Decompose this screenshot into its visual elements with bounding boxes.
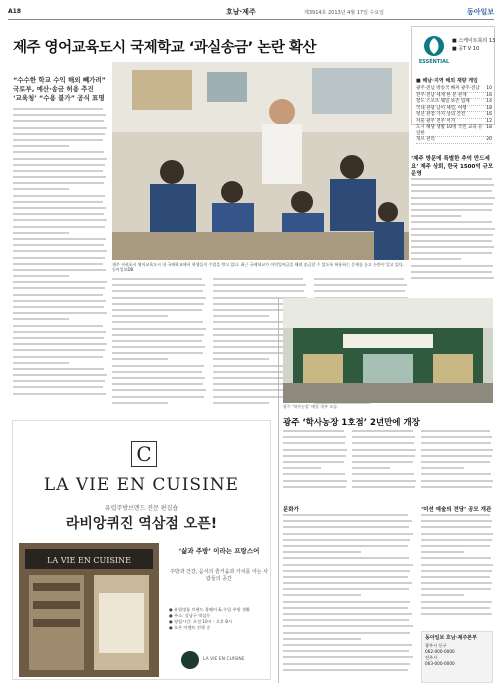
text-line — [283, 656, 413, 658]
text-line — [421, 430, 490, 432]
text-line — [213, 402, 269, 404]
text-line — [283, 663, 410, 665]
text-line — [352, 461, 413, 463]
sidebar-box-title: ■ 해남·지역 해외 재량 게임 — [416, 78, 478, 84]
text-line — [13, 213, 104, 215]
text-line — [213, 290, 304, 292]
text-line — [13, 368, 104, 370]
text-line — [112, 309, 202, 311]
text-line — [314, 284, 407, 286]
text-line — [283, 486, 346, 488]
text-line — [411, 265, 493, 267]
ad-logo: C — [131, 441, 157, 467]
text-line — [411, 203, 493, 205]
text-line — [421, 442, 491, 444]
text-line — [13, 263, 103, 265]
farm-photo-caption: 광주 ‘학사농장’ 매장 내부 모습. — [283, 404, 339, 409]
text-line — [213, 358, 269, 360]
subhead: “수수한 학교 수익 해외 빼가려” — [13, 76, 106, 84]
text-line — [352, 467, 390, 469]
text-line — [283, 638, 361, 640]
text-line — [13, 139, 103, 141]
text-line — [421, 520, 492, 522]
ad-main-text: 라비앙퀴진 역삼점 오픈! — [65, 516, 218, 532]
text-line — [421, 557, 491, 559]
page-number: A18 — [8, 8, 21, 15]
sidebar-row-page: 10 — [486, 86, 492, 91]
text-line — [13, 188, 69, 190]
text-line — [13, 380, 105, 382]
text-line — [13, 182, 104, 184]
column-divider — [278, 298, 279, 683]
text-line — [112, 297, 206, 299]
text-line — [283, 601, 410, 603]
text-line — [283, 473, 345, 475]
sidebar-row-label: 국내 관광 남이 체험, 여행 — [416, 105, 467, 111]
subheads — [13, 76, 113, 103]
text-line — [112, 303, 204, 305]
sidebar-row — [416, 125, 492, 137]
contact-line: 전주시 — [425, 655, 438, 660]
text-line — [421, 564, 493, 566]
text-line — [112, 321, 203, 323]
sidebar-row-label: 서울 광주 전주 이겨 — [416, 118, 456, 124]
sidebar-row-page: 20 — [486, 137, 492, 142]
text-line — [411, 258, 461, 260]
text-line — [13, 108, 103, 110]
text-line — [411, 209, 492, 211]
text-line — [112, 315, 168, 317]
text-line — [112, 328, 206, 330]
text-line — [352, 486, 415, 488]
contact-title: 동아일보 호남·제주본부 — [425, 635, 477, 641]
classroom-photo — [112, 62, 409, 260]
sidebar-row-label: 청년 관점 가지 상의 건전 — [416, 112, 466, 117]
sidebar-index-list — [452, 37, 495, 53]
index-item: ■ 스케이트북리 13 — [452, 38, 496, 44]
text-line — [411, 215, 461, 217]
culture-section-title: 문화가 — [283, 507, 299, 513]
text-line — [421, 514, 490, 516]
sidebar-row — [416, 137, 492, 144]
text-line — [13, 226, 105, 228]
text-line — [411, 221, 492, 223]
text-line — [283, 582, 412, 584]
text-line — [411, 246, 494, 248]
section-name: 호남·제주 — [226, 8, 256, 16]
contact-line: 광주시 동구 — [425, 643, 447, 648]
text-line — [283, 467, 321, 469]
text-line — [112, 340, 202, 342]
subhead: ‘교육청’ “수용 불가” 공식 표명 — [13, 94, 105, 102]
text-line — [283, 619, 409, 621]
text-line — [411, 228, 495, 230]
text-line — [283, 607, 408, 609]
index-item: ■ 공T V 10 — [452, 46, 480, 52]
text-line — [112, 377, 205, 379]
text-line — [13, 232, 69, 234]
text-line — [13, 374, 107, 376]
issue-date: 제3914호 2013년 4월 17일 수요일 — [304, 10, 384, 16]
advertisement — [12, 420, 271, 680]
ad-info-line: ● 유럽명품 브랜드 홈웨어 & 수입 주방 생활 — [169, 607, 250, 612]
text-line — [283, 539, 410, 541]
text-line — [421, 582, 492, 584]
text-line — [283, 436, 346, 438]
farm-article-text2 — [352, 430, 416, 496]
text-line — [411, 197, 495, 199]
text-line — [13, 306, 104, 308]
text-line — [13, 386, 103, 388]
text-line — [421, 594, 464, 596]
text-line — [421, 601, 492, 603]
store-sign-text: LA VIE EN CUISINE — [47, 556, 131, 565]
page-header — [8, 6, 494, 20]
text-line — [213, 278, 303, 280]
text-line — [421, 551, 464, 553]
text-line — [421, 613, 492, 615]
photo-caption: 제주 서귀포시 영어교육도시 내 국제학교에서 학생들이 수업을 받고 있다. 최근 국제학교가 이익잉여금을 해외 송금할 수 있도록 허용하는 문제를 놓고 논란이 일고 있다. 동아일보DB — [112, 262, 404, 272]
text-line — [112, 383, 203, 385]
ad-info — [169, 607, 269, 631]
text-line — [112, 402, 168, 404]
sidebar-box — [416, 77, 492, 144]
text-line — [352, 473, 414, 475]
text-line — [421, 473, 491, 475]
text-line — [13, 349, 105, 351]
text-line — [352, 430, 413, 432]
text-line — [283, 613, 412, 615]
sidebar-row-label: 광주·전남 방송국 빠져 광주·전남 — [416, 86, 480, 91]
text-line — [283, 449, 347, 451]
text-line — [411, 240, 492, 242]
text-line — [13, 151, 104, 153]
main-headline: 제주 영어교육도시 국제학교 ‘과실송금’ 논란 확산 — [13, 40, 316, 56]
text-line — [283, 480, 347, 482]
text-line — [13, 362, 69, 364]
text-line — [283, 514, 408, 516]
text-line — [283, 588, 409, 590]
text-line — [283, 557, 409, 559]
text-line — [283, 564, 413, 566]
text-line — [352, 455, 415, 457]
text-line — [13, 114, 106, 116]
text-line — [314, 290, 405, 292]
text-line — [112, 389, 206, 391]
text-line — [411, 271, 492, 273]
text-line — [421, 539, 492, 541]
sidebar-row-label: 도시 해당 생활 10명 국민 교육 유일한 — [416, 125, 483, 136]
text-line — [112, 334, 204, 336]
text-line — [411, 178, 492, 180]
sidebar-row-page: 18 — [486, 105, 492, 111]
text-line — [13, 269, 106, 271]
text-line — [283, 533, 413, 535]
text-line — [112, 396, 204, 398]
right-article-text-2 — [421, 514, 493, 626]
text-line — [421, 570, 492, 572]
text-line — [112, 371, 202, 373]
logo-text: ESSENTIAL — [418, 59, 450, 65]
text-line — [13, 250, 107, 252]
essential-logo-icon — [418, 33, 450, 65]
text-line — [352, 436, 415, 438]
text-line — [112, 352, 203, 354]
text-line — [283, 545, 408, 547]
second-headline: 광주 ‘학사농장 1호점’ 2년만에 개장 — [283, 418, 420, 428]
text-line — [421, 588, 491, 590]
text-line — [421, 467, 464, 469]
culture-listing-text — [283, 514, 413, 682]
sidebar-row-page: 12 — [486, 118, 492, 124]
text-line — [13, 176, 106, 178]
text-line — [352, 442, 414, 444]
text-line — [13, 164, 105, 166]
text-line — [283, 625, 413, 627]
right-article-title-2: ‘미션 예술의 전당’ 공모 개관 — [421, 507, 492, 513]
text-line — [213, 284, 306, 286]
text-line — [411, 190, 492, 192]
text-line — [13, 158, 107, 160]
ad-info-line: ● 영업시간: 오전 10시 - 오후 8시 — [169, 619, 233, 624]
text-line — [13, 300, 106, 302]
text-line — [13, 219, 107, 221]
text-line — [13, 294, 103, 296]
text-line — [421, 480, 493, 482]
contact-line: 063-000-0000 — [425, 661, 455, 666]
ad-info-line: ● 주소: 강남구 역삼동 — [169, 613, 211, 618]
text-line — [13, 318, 69, 320]
text-line — [13, 343, 107, 345]
text-line — [411, 234, 493, 236]
subhead: 국토부, 예산·송금 허용 추진 — [13, 85, 94, 93]
ad-title: LA VIE EN CUISINE — [43, 475, 240, 495]
text-line — [213, 315, 269, 317]
text-line — [112, 278, 202, 280]
text-line — [13, 287, 105, 289]
ad-description: 주방과 건강, 음식의 즐거움과 가치를 아는 사람들의 공간 — [169, 569, 269, 582]
text-line — [283, 455, 346, 457]
text-line — [13, 325, 103, 327]
sidebar-row-label: 개포 관리 — [416, 137, 435, 142]
text-line — [283, 650, 409, 652]
text-line — [283, 430, 344, 432]
text-line — [421, 486, 492, 488]
text-line — [421, 533, 493, 535]
farm-article-text3 — [421, 430, 493, 496]
text-line — [283, 594, 361, 596]
text-line — [13, 281, 107, 283]
ad-slogan: ‘삶과 주방’ 이라는 프랑스어 — [178, 547, 260, 555]
text-line — [283, 644, 412, 646]
text-line — [112, 365, 204, 367]
newspaper-brand: 동아일보 — [466, 7, 494, 16]
text-line — [421, 461, 490, 463]
sidebar-row-label: 철도 스포츠 웨일 보존 업체 — [416, 99, 470, 104]
sidebar-row-page: 16 — [486, 112, 492, 117]
text-line — [283, 461, 344, 463]
text-line — [352, 449, 416, 451]
ad-subtitle: 유럽주방브랜드 전문 편집숍 — [104, 505, 179, 512]
text-line — [13, 244, 104, 246]
right-article-text — [411, 178, 495, 288]
text-line — [283, 551, 361, 553]
sidebar-row-label: 전주·전남 세계 한 분 관계 — [416, 92, 467, 98]
text-line — [283, 442, 345, 444]
text-line — [283, 669, 408, 671]
sidebar-index — [411, 26, 496, 142]
text-line — [13, 120, 104, 122]
text-line — [112, 346, 205, 348]
text-line — [13, 356, 103, 358]
text-line — [13, 170, 103, 172]
text-line — [421, 455, 492, 457]
contact-line: 062-000-0000 — [425, 649, 455, 654]
text-line — [411, 277, 494, 279]
farm-article-text1 — [283, 430, 347, 496]
text-line — [352, 480, 416, 482]
text-line — [13, 145, 69, 147]
text-line — [13, 393, 106, 395]
text-line — [283, 526, 409, 528]
text-line — [13, 195, 105, 197]
text-line — [13, 207, 106, 209]
text-line — [13, 337, 104, 339]
text-line — [112, 358, 168, 360]
text-line — [13, 201, 103, 203]
text-line — [421, 576, 490, 578]
text-line — [411, 184, 494, 186]
text-line — [421, 526, 491, 528]
ad-brand-mark — [181, 651, 199, 669]
text-line — [283, 576, 408, 578]
text-line — [13, 275, 69, 277]
text-line — [314, 278, 404, 280]
contact-box — [421, 631, 493, 683]
farm-shop-photo — [283, 298, 493, 403]
text-line — [421, 449, 493, 451]
sidebar-row-page: 16 — [486, 92, 492, 98]
store-photo — [19, 543, 159, 677]
article-text-left — [13, 108, 107, 418]
text-line — [13, 312, 107, 314]
text-line — [411, 252, 492, 254]
ad-info-line: ● 오픈 이벤트 진행 중 — [169, 625, 211, 630]
text-line — [421, 607, 490, 609]
text-line — [13, 133, 105, 135]
text-line — [13, 331, 106, 333]
text-line — [13, 238, 106, 240]
text-line — [283, 570, 410, 572]
sidebar-row-page: 14 — [486, 99, 492, 104]
sidebar-row-page: 18 — [486, 125, 492, 130]
text-line — [13, 127, 107, 129]
text-line — [421, 436, 492, 438]
article-text-mid1 — [112, 278, 206, 412]
text-line — [283, 520, 412, 522]
ad-brand-name: LA VIE EN CUISINE — [203, 657, 245, 662]
text-line — [13, 257, 105, 259]
text-line — [112, 284, 205, 286]
right-article-title: ‘제주 방문에 특별한 추억 만드세요’ 제주 상회, 한국 1500억 규모 운영 — [411, 156, 494, 177]
text-line — [112, 290, 203, 292]
text-line — [421, 545, 490, 547]
text-line — [283, 632, 410, 634]
sidebar-rows — [416, 86, 492, 144]
